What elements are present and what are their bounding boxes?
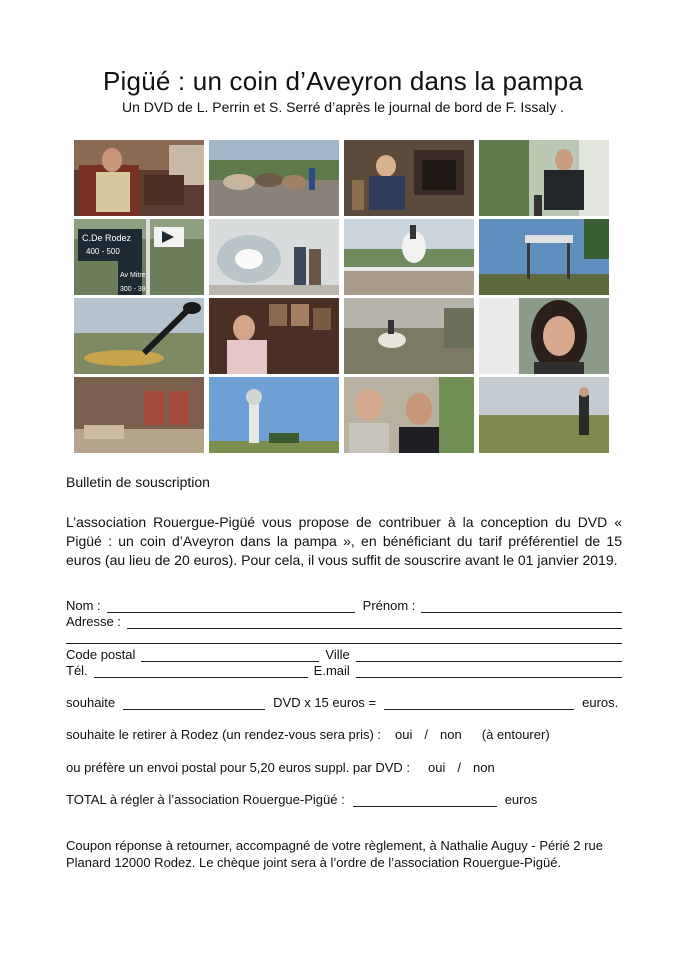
- nom-label: Nom :: [66, 598, 101, 613]
- photo-man-fireplace: [344, 140, 474, 216]
- row-total: [66, 792, 622, 807]
- document-subtitle: Un DVD de L. Perrin et S. Serré d’après le journal de bord de F. Issaly .: [122, 99, 564, 115]
- nom-field[interactable]: [107, 600, 355, 613]
- coupon-footer: Coupon réponse à retourner, accompagné de votre règlement, à Nathalie Auguy - Périé 2 rue Planard 12000 Rodez. Le chèque joint sera à l’ordre de l’association Rouergue-Pigüé.: [66, 838, 603, 870]
- retirer-oui-option[interactable]: oui: [395, 727, 413, 742]
- photo-street-sign: [74, 219, 204, 295]
- photo-man-chair-outdoor: [479, 140, 609, 216]
- document-title: Pigüé : un coin d’Aveyron dans la pampa: [103, 66, 583, 96]
- retirer-label: souhaite le retirer à Rodez (un rendez-vous sera pris) :: [66, 727, 382, 742]
- retirer-slash: /: [424, 727, 429, 742]
- envoi-non-option[interactable]: non: [472, 760, 495, 775]
- dvd-price-label: DVD x 15 euros =: [273, 695, 377, 710]
- email-label: E.mail: [313, 663, 350, 678]
- photo-entrance-arch: [479, 219, 609, 295]
- code-postal-label: Code postal: [66, 647, 136, 662]
- tel-field[interactable]: [94, 665, 308, 678]
- sign-avenue-name: Av Mitre: [120, 272, 146, 279]
- sign-street-number: 400 - 500: [86, 247, 120, 256]
- photo-rider-field: [344, 298, 474, 374]
- row-quantite: [66, 695, 622, 710]
- row-tel-email: [66, 663, 622, 678]
- email-field[interactable]: [356, 665, 622, 678]
- adresse-label: Adresse :: [66, 614, 121, 629]
- tel-label: Tél.: [66, 663, 88, 678]
- prenom-label: Prénom :: [362, 598, 416, 613]
- sign-avenue-number: 300 - 39: [120, 286, 146, 293]
- total-field[interactable]: [353, 794, 497, 807]
- ville-label: Ville: [325, 647, 350, 662]
- entourer-hint: (à entourer): [481, 727, 550, 742]
- row-codepostal-ville: [66, 647, 622, 662]
- photo-two-women: [344, 377, 474, 453]
- envoi-oui-option[interactable]: oui: [428, 760, 446, 775]
- total-euros-label: euros: [504, 792, 538, 807]
- photo-man-grassland: [479, 377, 609, 453]
- photo-giant-pan: [74, 298, 204, 374]
- prenom-field[interactable]: [421, 600, 622, 613]
- envoi-label: ou préfère un envoi postal pour 5,20 euros suppl. par DVD :: [66, 760, 410, 775]
- row-adresse: [66, 614, 622, 629]
- souhaite-label: souhaite: [66, 695, 116, 710]
- envoi-slash: /: [457, 760, 461, 775]
- total-label: TOTAL à régler à l’association Rouergue-Pigüé :: [66, 792, 345, 807]
- photo-room-interior: [74, 377, 204, 453]
- photo-gaucho-horse: [344, 219, 474, 295]
- row-nom-prenom: [66, 598, 622, 613]
- photo-cattle-road: [209, 140, 339, 216]
- photo-man-armchair: [74, 140, 204, 216]
- code-postal-field[interactable]: [141, 649, 319, 662]
- intro-paragraph: L’association Rouergue-Pigüé vous propose de contribuer à la conception du DVD « Pigüé : un coin d’Aveyron dans la pampa », en bénéficiant du tarif préférentiel de 15 euros (au lieu de 20 euros). Pour cela, il vous suffit de souscrire avant le 01 janvier 2019.: [66, 514, 622, 568]
- photo-mural-couple: [209, 219, 339, 295]
- section-title: Bulletin de souscription: [66, 474, 210, 490]
- row-retirer: [66, 727, 622, 742]
- adresse-field-line2[interactable]: [66, 631, 622, 644]
- photo-woman-portraits: [209, 298, 339, 374]
- quantity-field[interactable]: [123, 697, 265, 710]
- sign-street-name: C.De Rodez: [82, 233, 132, 243]
- adresse-field[interactable]: [127, 616, 622, 629]
- photo-woman-closeup: [479, 298, 609, 374]
- row-adresse-2: [66, 631, 622, 644]
- photo-monument-sky: [209, 377, 339, 453]
- row-envoi: [66, 760, 622, 775]
- retirer-non-option[interactable]: non: [440, 727, 462, 742]
- ville-field[interactable]: [356, 649, 622, 662]
- amount-field[interactable]: [384, 697, 574, 710]
- euros-label: euros.: [582, 695, 619, 710]
- photo-grid: [74, 140, 612, 453]
